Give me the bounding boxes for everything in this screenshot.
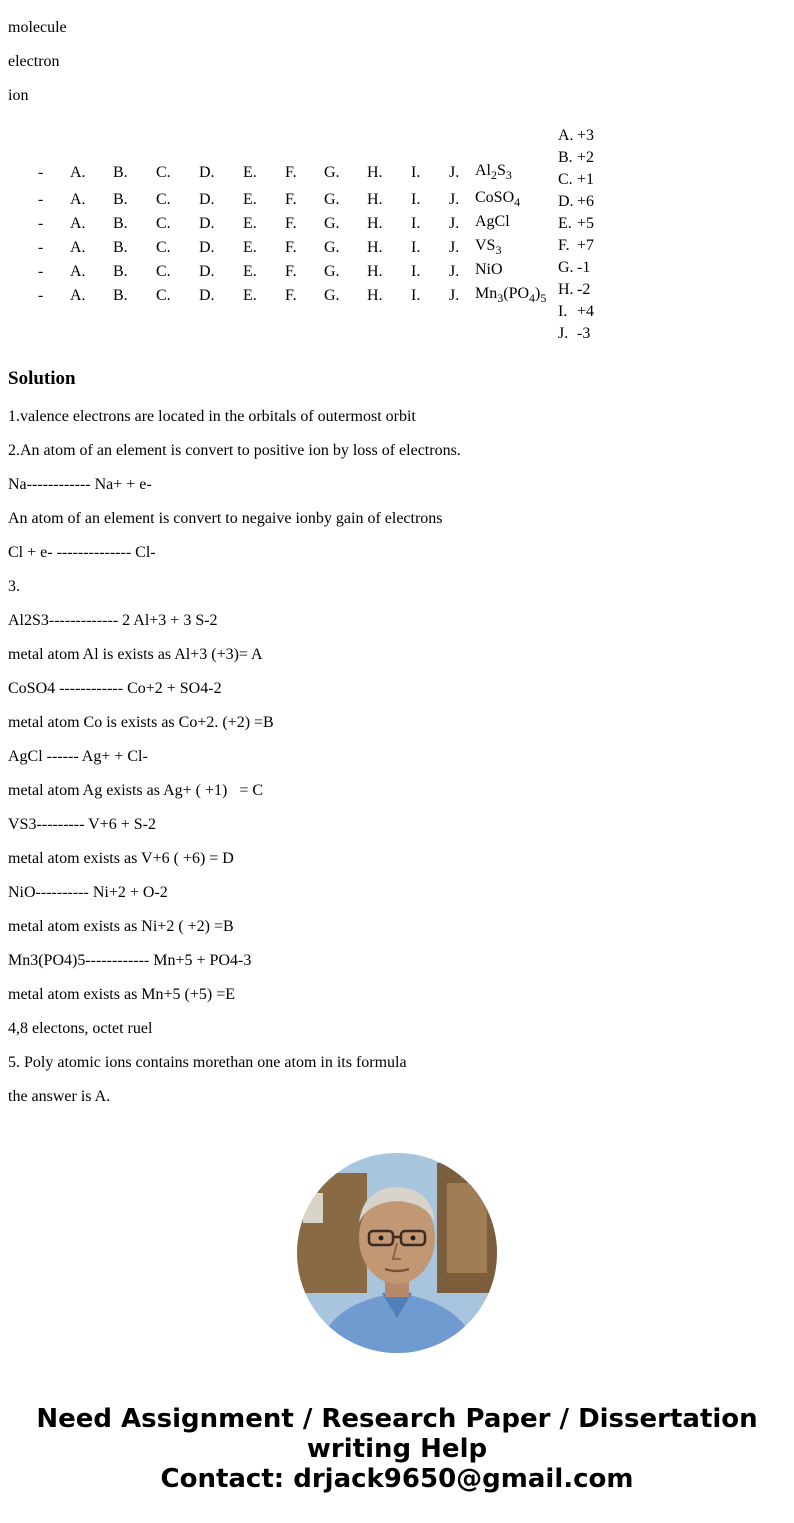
key-item [558,127,594,145]
option-choice[interactable]: E. [243,215,257,232]
option-choice[interactable]: E. [243,164,257,181]
key-value: +1 [577,171,595,188]
key-item [558,215,594,233]
option-choice[interactable]: C. [156,239,171,256]
solution-line: An atom of an element is convert to negaive ionby gain of electrons [8,510,443,527]
key-letter: F. [558,237,570,254]
intro-word-molecule: molecule [8,19,67,36]
key-item [558,325,590,343]
compound-formula [475,285,546,303]
option-choice[interactable]: D. [199,287,215,304]
option-choice[interactable]: D. [199,191,215,208]
option-choice[interactable]: J. [449,239,460,256]
compound-formula [475,213,510,231]
key-value: -3 [577,325,591,342]
intro-word-ion: ion [8,87,29,104]
option-choice[interactable]: E. [243,263,257,280]
option-choice[interactable]: F. [285,287,297,304]
option-choice[interactable]: J. [449,263,460,280]
solution-line: metal atom exists as V+6 ( +6) = D [8,850,234,867]
key-item [558,149,594,167]
option-choice[interactable]: A. [70,239,86,256]
footer-banner [0,1404,794,1494]
option-choice[interactable]: D. [199,164,215,181]
key-item [558,237,594,255]
option-choice[interactable]: G. [324,239,340,256]
option-choice[interactable]: I. [411,191,421,208]
option-choice[interactable]: A. [70,215,86,232]
key-letter: A. [558,127,574,144]
option-choice[interactable]: B. [113,215,128,232]
key-letter: C. [558,171,573,188]
option-choice[interactable]: C. [156,287,171,304]
formula-text: VS [475,237,496,254]
row-dash: - [38,239,44,256]
option-choice[interactable]: F. [285,239,297,256]
formula-text: (PO [503,285,530,302]
option-choice[interactable]: G. [324,215,340,232]
compound-formula [475,237,501,255]
solution-line: CoSO4 ------------ Co+2 + SO4-2 [8,680,222,697]
option-choice[interactable]: A. [70,263,86,280]
compound-formula [475,261,503,279]
compound-formula [475,162,512,180]
option-choice[interactable]: B. [113,191,128,208]
option-choice[interactable]: J. [449,191,460,208]
solution-line: the answer is A. [8,1088,111,1105]
row-dash: - [38,191,44,208]
key-letter: H. [558,281,574,298]
option-choice[interactable]: F. [285,215,297,232]
option-choice[interactable]: G. [324,191,340,208]
key-item [558,171,594,189]
solution-line: NiO---------- Ni+2 + O-2 [8,884,168,901]
solution-line: metal atom exists as Ni+2 ( +2) =B [8,918,234,935]
solution-line: 4,8 electons, octet ruel [8,1020,153,1037]
formula-subscript: 4 [529,291,536,305]
key-item [558,193,594,211]
formula-subscript: 3 [505,168,512,182]
formula-text: S [497,162,506,179]
option-choice[interactable]: I. [411,287,421,304]
solution-line: Cl + e- -------------- Cl- [8,544,156,561]
solution-line: 2.An atom of an element is convert to positive ion by loss of electrons. [8,442,461,459]
option-choice[interactable]: H. [367,239,383,256]
formula-text: Mn [475,285,498,302]
option-choice[interactable]: I. [411,239,421,256]
row-dash: - [38,215,44,232]
key-item [558,259,590,277]
option-choice[interactable]: G. [324,164,340,181]
solution-line: 3. [8,578,20,595]
option-choice[interactable]: G. [324,287,340,304]
option-choice[interactable]: H. [367,287,383,304]
option-choice[interactable]: J. [449,164,460,181]
option-choice[interactable]: F. [285,164,297,181]
footer-line-1: Need Assignment / Research Paper / Dissertation [36,1404,758,1434]
formula-subscript: 3 [495,243,502,257]
intro-word-electron: electron [8,53,60,70]
key-letter: J. [558,325,569,342]
solution-heading: Solution [8,368,76,389]
key-value: -1 [577,259,591,276]
footer-line-3: Contact: drjack9650@gmail.com [160,1464,634,1494]
row-dash: - [38,164,44,181]
option-choice[interactable]: C. [156,164,171,181]
footer-line-2: writing Help [306,1434,488,1464]
formula-subscript: 4 [514,195,521,209]
solution-line: metal atom Ag exists as Ag+ ( +1) = C [8,782,264,799]
option-choice[interactable]: A. [70,191,86,208]
solution-line: AgCl ------ Ag+ + Cl- [8,748,148,765]
formula-text: AgCl [475,213,510,230]
option-choice[interactable]: I. [411,215,421,232]
solution-line: metal atom exists as Mn+5 (+5) =E [8,986,236,1003]
key-letter: G. [558,259,574,276]
option-choice[interactable]: H. [367,263,383,280]
solution-line: VS3--------- V+6 + S-2 [8,816,156,833]
option-choice[interactable]: B. [113,287,128,304]
option-choice[interactable]: D. [199,263,215,280]
formula-text: NiO [475,261,503,278]
key-value: +4 [577,303,595,320]
formula-subscript: 3 [497,291,504,305]
key-value: +2 [577,149,595,166]
solution-line: metal atom Co is exists as Co+2. (+2) =B [8,714,274,731]
option-choice[interactable]: C. [156,263,171,280]
row-dash: - [38,287,44,304]
solution-line: metal atom Al is exists as Al+3 (+3)= A [8,646,263,663]
option-choice[interactable]: I. [411,164,421,181]
option-choice[interactable]: H. [367,191,383,208]
solution-line: Na------------ Na+ + e- [8,476,152,493]
option-choice[interactable]: H. [367,164,383,181]
option-choice[interactable]: G. [324,263,340,280]
key-letter: E. [558,215,572,232]
compound-formula [475,189,520,207]
option-choice[interactable]: E. [243,191,257,208]
key-letter: D. [558,193,574,210]
key-value: +6 [577,193,595,210]
option-choice[interactable]: F. [285,263,297,280]
row-dash: - [38,263,44,280]
option-choice[interactable]: E. [243,287,257,304]
author-photo [297,1153,497,1353]
option-choice[interactable]: H. [367,215,383,232]
key-value: +3 [577,127,595,144]
option-choice[interactable]: I. [411,263,421,280]
key-value: +7 [577,237,595,254]
formula-subscript: 2 [491,168,497,182]
solution-line: Mn3(PO4)5------------ Mn+5 + PO4-3 [8,952,252,969]
formula-text: Al [475,162,491,179]
option-choice[interactable]: E. [243,239,257,256]
option-choice[interactable]: C. [156,191,171,208]
key-letter: B. [558,149,573,166]
option-choice[interactable]: B. [113,239,128,256]
option-choice[interactable]: A. [70,287,86,304]
formula-text: ) [535,285,541,302]
key-letter: I. [558,303,568,320]
option-choice[interactable]: D. [199,215,215,232]
option-choice[interactable]: C. [156,215,171,232]
option-choice[interactable]: B. [113,263,128,280]
solution-line: 1.valence electrons are located in the orbitals of outermost orbit [8,408,416,425]
option-choice[interactable]: D. [199,239,215,256]
key-value: +5 [577,215,595,232]
option-choice[interactable]: B. [113,164,128,181]
key-item [558,281,590,299]
formula-subscript: 5 [540,291,547,305]
key-value: -2 [577,281,591,298]
formula-text: CoSO [475,189,515,206]
option-choice[interactable]: F. [285,191,297,208]
option-choice[interactable]: J. [449,215,460,232]
solution-line: Al2S3------------- 2 Al+3 + 3 S-2 [8,612,218,629]
option-choice[interactable]: J. [449,287,460,304]
option-choice[interactable]: A. [70,164,86,181]
key-item [558,303,594,321]
solution-line: 5. Poly atomic ions contains morethan one atom in its formula [8,1054,407,1071]
